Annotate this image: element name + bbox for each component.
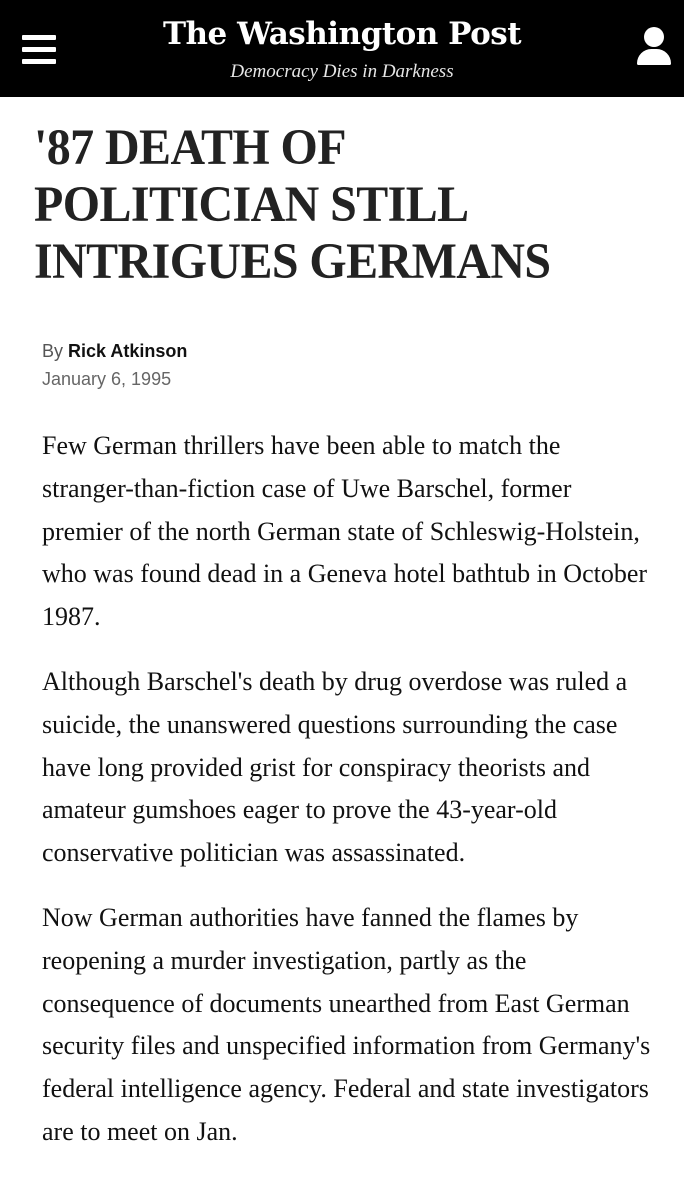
account-head-shape xyxy=(644,27,664,47)
byline-prefix: By xyxy=(42,341,64,361)
author-link[interactable]: Rick Atkinson xyxy=(68,341,188,361)
article-paragraph: Although Barschel's death by drug overdose was ruled a suicide, the unanswered questions surrounding the case have long provided grist for conspiracy theorists and amateur gumshoes eager to prove the 43-year-old conservative politician was assassinated. xyxy=(42,666,628,868)
menu-line xyxy=(22,35,56,40)
article-body xyxy=(42,425,652,1176)
byline xyxy=(42,338,187,364)
top-navigation-bar xyxy=(0,0,684,97)
menu-line xyxy=(22,59,56,64)
menu-line xyxy=(22,47,56,52)
article-paragraph: Few German thrillers have been able to match the stranger-than-fiction case of Uwe Barschel, former premier of the north German state of Schleswig-Holstein, who was found dead in a Geneva hotel bathtub in October 1987. xyxy=(42,431,648,632)
publish-date: January 6, 1995 xyxy=(42,369,172,389)
hamburger-menu-icon[interactable] xyxy=(22,31,60,67)
site-tagline: Democracy Dies in Darkness xyxy=(230,61,454,82)
masthead[interactable] xyxy=(92,0,592,97)
account-shoulders-shape xyxy=(637,49,671,65)
article-paragraph: Now German authorities have fanned the flames by reopening a murder investigation, partly as the consequence of documents unearthed from East German security files and unspecified information from Germany's federal intelligence agency. Federal and state investigators are to meet on Jan. xyxy=(42,902,651,1146)
user-account-icon[interactable] xyxy=(634,27,674,67)
article-headline: '87 DEATH OF POLITICIAN STILL INTRIGUES GERMANS xyxy=(34,120,551,290)
site-logo[interactable]: The Washington Post xyxy=(162,16,522,52)
